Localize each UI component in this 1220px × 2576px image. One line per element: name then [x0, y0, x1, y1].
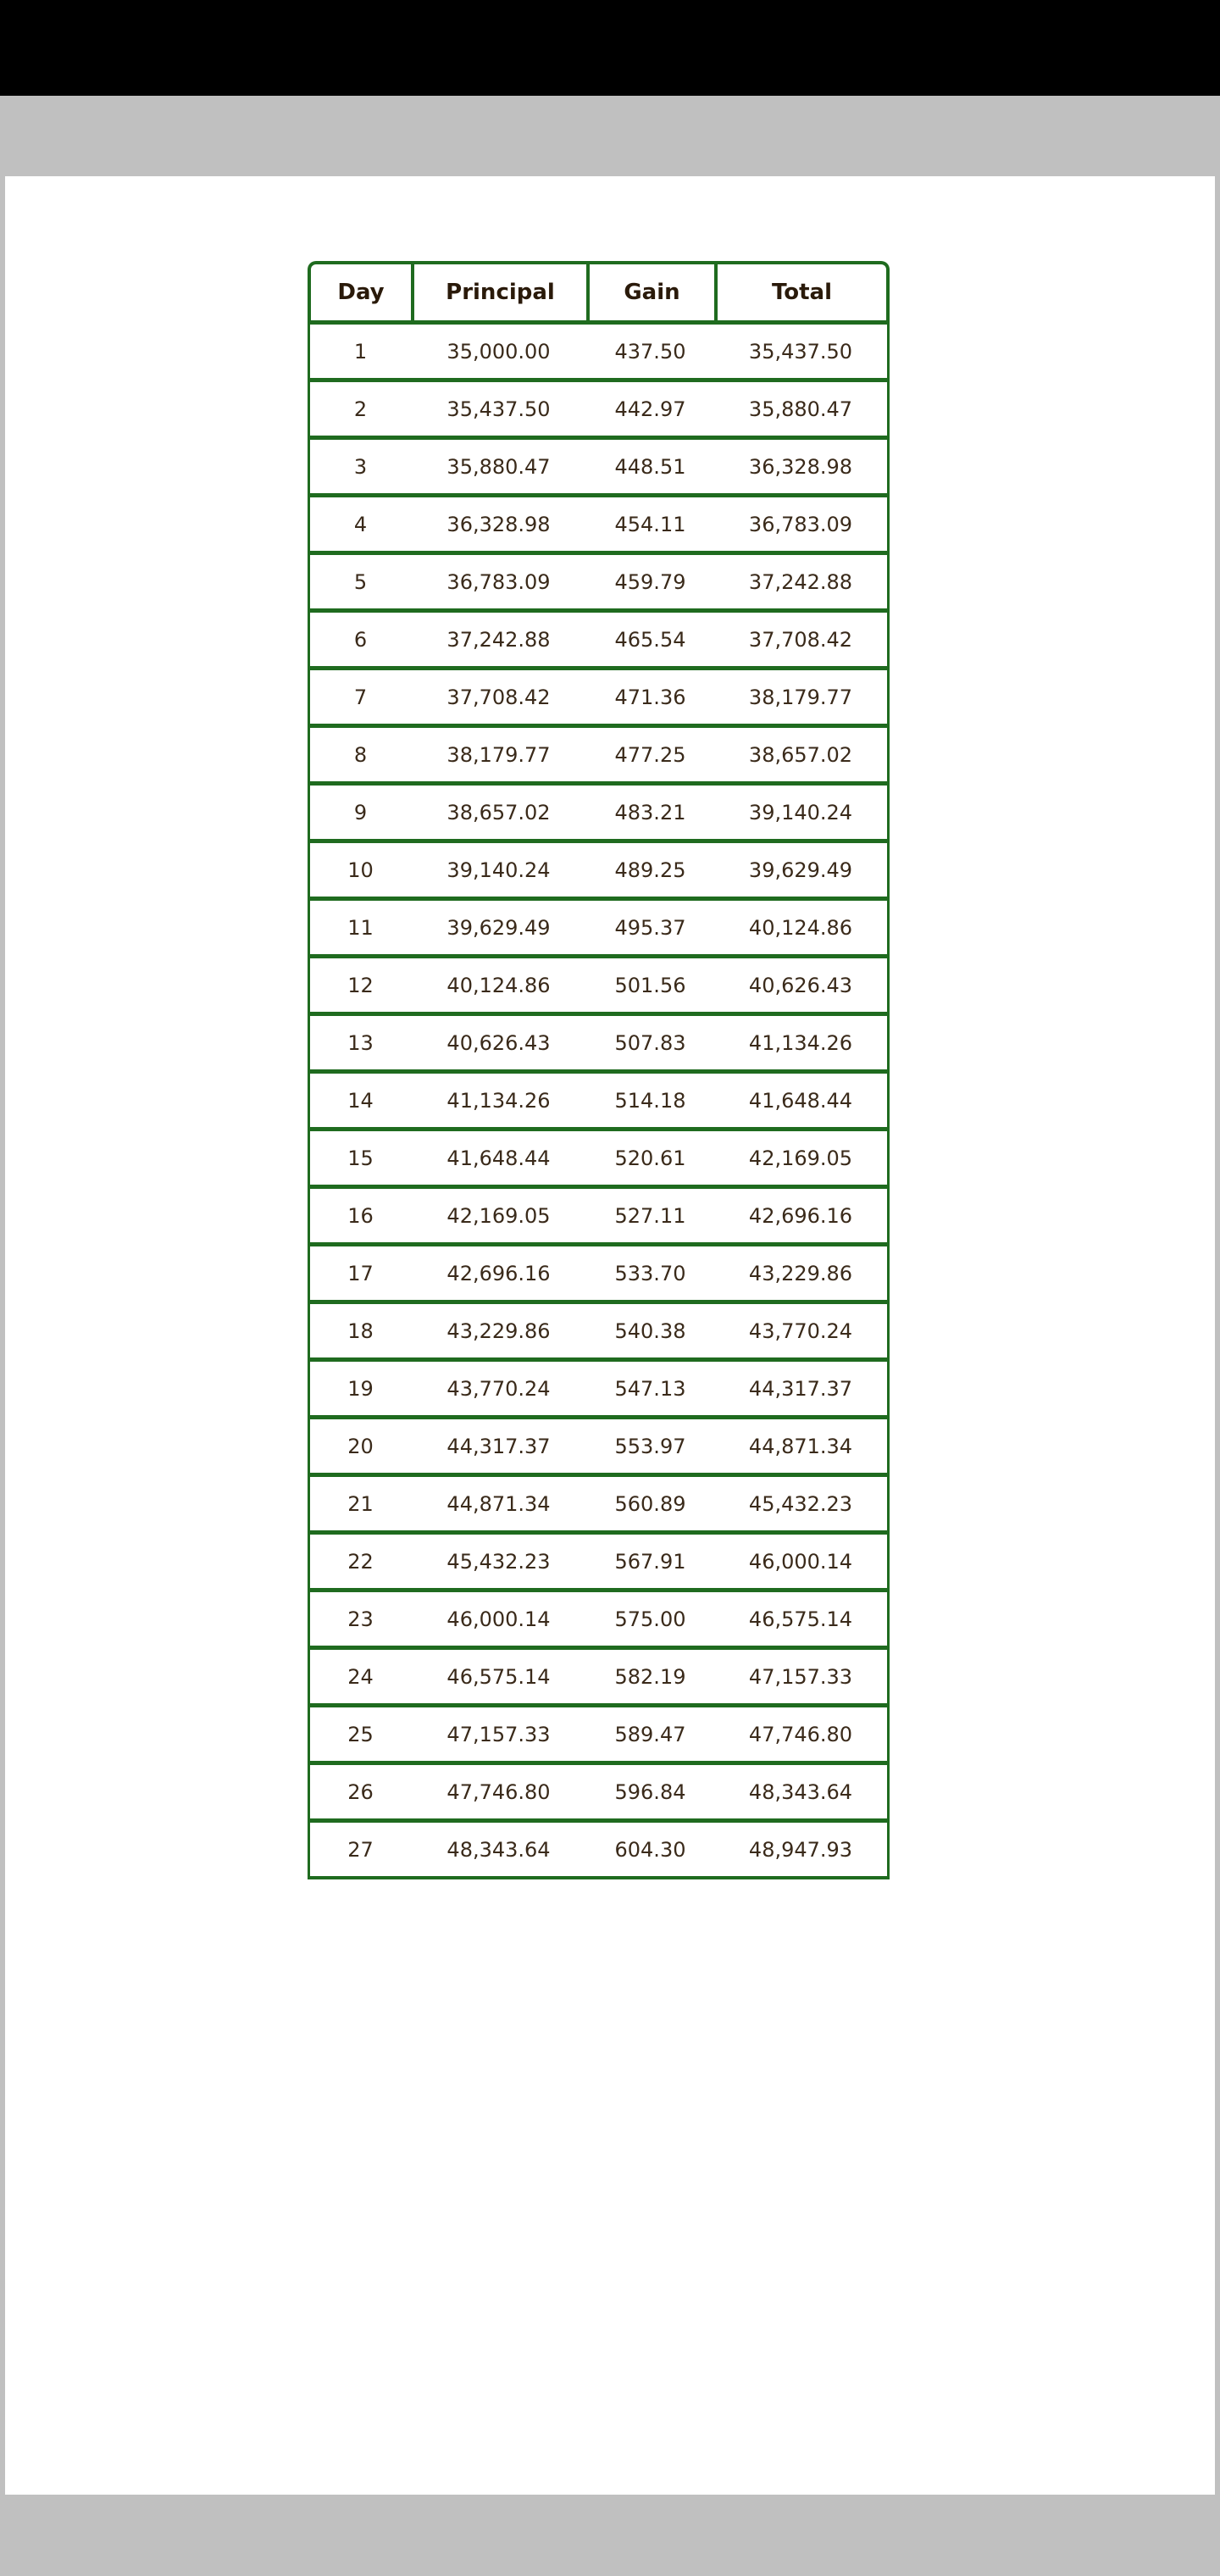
- cell-gain: 507.83: [586, 1016, 714, 1074]
- cell-gain: 567.91: [586, 1535, 714, 1592]
- cell-principal: 38,657.02: [411, 786, 586, 843]
- cell-principal: 39,140.24: [411, 843, 586, 901]
- table-row: [308, 1765, 890, 1823]
- cell-total: 39,140.24: [714, 786, 890, 843]
- cell-day: 19: [308, 1362, 411, 1419]
- cell-day: 22: [308, 1535, 411, 1592]
- table-row: [308, 728, 890, 786]
- cell-gain: 547.13: [586, 1362, 714, 1419]
- table-row: [308, 958, 890, 1016]
- cell-total: 41,134.26: [714, 1016, 890, 1074]
- cell-day: 4: [308, 497, 411, 555]
- cell-gain: 437.50: [586, 325, 714, 382]
- cell-gain: 483.21: [586, 786, 714, 843]
- cell-day: 23: [308, 1592, 411, 1650]
- cell-total: 48,947.93: [714, 1823, 890, 1879]
- cell-principal: 39,629.49: [411, 901, 586, 958]
- cell-principal: 36,783.09: [411, 555, 586, 613]
- cell-principal: 36,328.98: [411, 497, 586, 555]
- cell-gain: 454.11: [586, 497, 714, 555]
- cell-day: 9: [308, 786, 411, 843]
- cell-gain: 533.70: [586, 1246, 714, 1304]
- top-bar: [0, 0, 1220, 96]
- cell-day: 20: [308, 1419, 411, 1477]
- cell-gain: 459.79: [586, 555, 714, 613]
- cell-principal: 35,880.47: [411, 440, 586, 497]
- cell-total: 42,696.16: [714, 1189, 890, 1246]
- cell-day: 21: [308, 1477, 411, 1535]
- cell-principal: 37,242.88: [411, 613, 586, 670]
- table-row: [308, 1362, 890, 1419]
- table-row: [308, 1419, 890, 1477]
- table-row: [308, 843, 890, 901]
- cell-day: 17: [308, 1246, 411, 1304]
- table-row: [308, 1823, 890, 1879]
- table-row: [308, 1535, 890, 1592]
- cell-total: 40,124.86: [714, 901, 890, 958]
- cell-total: 36,783.09: [714, 497, 890, 555]
- cell-principal: 47,157.33: [411, 1707, 586, 1765]
- cell-principal: 41,648.44: [411, 1131, 586, 1189]
- table-row: [308, 497, 890, 555]
- table-row: [308, 382, 890, 440]
- cell-day: 18: [308, 1304, 411, 1362]
- cell-day: 11: [308, 901, 411, 958]
- table-row: [308, 1016, 890, 1074]
- cell-principal: 42,169.05: [411, 1189, 586, 1246]
- cell-total: 38,179.77: [714, 670, 890, 728]
- cell-principal: 40,124.86: [411, 958, 586, 1016]
- table-row: [308, 786, 890, 843]
- cell-total: 37,708.42: [714, 613, 890, 670]
- table-row: [308, 1707, 890, 1765]
- cell-total: 38,657.02: [714, 728, 890, 786]
- cell-principal: 43,770.24: [411, 1362, 586, 1419]
- table-row: [308, 1131, 890, 1189]
- cell-gain: 553.97: [586, 1419, 714, 1477]
- header-principal: Principal: [411, 261, 586, 325]
- cell-principal: 37,708.42: [411, 670, 586, 728]
- cell-principal: 42,696.16: [411, 1246, 586, 1304]
- table-row: [308, 440, 890, 497]
- cell-day: 27: [308, 1823, 411, 1879]
- cell-gain: 589.47: [586, 1707, 714, 1765]
- table-row: [308, 1074, 890, 1131]
- cell-total: 44,871.34: [714, 1419, 890, 1477]
- cell-gain: 495.37: [586, 901, 714, 958]
- cell-day: 16: [308, 1189, 411, 1246]
- cell-day: 6: [308, 613, 411, 670]
- cell-day: 1: [308, 325, 411, 382]
- cell-principal: 47,746.80: [411, 1765, 586, 1823]
- header-day: Day: [308, 261, 411, 325]
- cell-gain: 465.54: [586, 613, 714, 670]
- cell-total: 35,880.47: [714, 382, 890, 440]
- header-total: Total: [714, 261, 890, 325]
- cell-total: 41,648.44: [714, 1074, 890, 1131]
- cell-day: 8: [308, 728, 411, 786]
- header-row: [308, 261, 890, 325]
- cell-total: 45,432.23: [714, 1477, 890, 1535]
- cell-day: 5: [308, 555, 411, 613]
- cell-principal: 38,179.77: [411, 728, 586, 786]
- header-gain: Gain: [586, 261, 714, 325]
- cell-gain: 514.18: [586, 1074, 714, 1131]
- table-row: [308, 1592, 890, 1650]
- cell-gain: 442.97: [586, 382, 714, 440]
- cell-total: 46,575.14: [714, 1592, 890, 1650]
- cell-principal: 45,432.23: [411, 1535, 586, 1592]
- cell-principal: 44,317.37: [411, 1419, 586, 1477]
- cell-principal: 48,343.64: [411, 1823, 586, 1879]
- cell-principal: 35,000.00: [411, 325, 586, 382]
- table-body: [308, 325, 890, 1879]
- cell-total: 40,626.43: [714, 958, 890, 1016]
- cell-gain: 560.89: [586, 1477, 714, 1535]
- cell-principal: 41,134.26: [411, 1074, 586, 1131]
- table-row: [308, 1304, 890, 1362]
- cell-gain: 477.25: [586, 728, 714, 786]
- cell-gain: 575.00: [586, 1592, 714, 1650]
- cell-gain: 471.36: [586, 670, 714, 728]
- cell-gain: 582.19: [586, 1650, 714, 1707]
- cell-total: 47,157.33: [714, 1650, 890, 1707]
- cell-day: 26: [308, 1765, 411, 1823]
- cell-total: 44,317.37: [714, 1362, 890, 1419]
- cell-total: 46,000.14: [714, 1535, 890, 1592]
- cell-day: 7: [308, 670, 411, 728]
- cell-day: 10: [308, 843, 411, 901]
- cell-total: 35,437.50: [714, 325, 890, 382]
- cell-principal: 46,575.14: [411, 1650, 586, 1707]
- table-row: [308, 670, 890, 728]
- table-row: [308, 325, 890, 382]
- cell-gain: 596.84: [586, 1765, 714, 1823]
- gain-table: [308, 261, 890, 1879]
- table-row: [308, 901, 890, 958]
- cell-gain: 501.56: [586, 958, 714, 1016]
- cell-total: 43,229.86: [714, 1246, 890, 1304]
- cell-day: 2: [308, 382, 411, 440]
- gain-table-container: [308, 261, 890, 1879]
- cell-principal: 43,229.86: [411, 1304, 586, 1362]
- cell-principal: 40,626.43: [411, 1016, 586, 1074]
- cell-total: 43,770.24: [714, 1304, 890, 1362]
- cell-principal: 35,437.50: [411, 382, 586, 440]
- cell-day: 13: [308, 1016, 411, 1074]
- cell-gain: 527.11: [586, 1189, 714, 1246]
- cell-gain: 604.30: [586, 1823, 714, 1879]
- cell-day: 24: [308, 1650, 411, 1707]
- cell-total: 36,328.98: [714, 440, 890, 497]
- table-row: [308, 613, 890, 670]
- cell-day: 12: [308, 958, 411, 1016]
- table-row: [308, 1189, 890, 1246]
- cell-day: 14: [308, 1074, 411, 1131]
- cell-total: 47,746.80: [714, 1707, 890, 1765]
- cell-day: 3: [308, 440, 411, 497]
- cell-principal: 44,871.34: [411, 1477, 586, 1535]
- cell-gain: 489.25: [586, 843, 714, 901]
- cell-gain: 520.61: [586, 1131, 714, 1189]
- table-header: [308, 261, 890, 325]
- cell-principal: 46,000.14: [411, 1592, 586, 1650]
- table-row: [308, 1246, 890, 1304]
- cell-total: 39,629.49: [714, 843, 890, 901]
- cell-gain: 448.51: [586, 440, 714, 497]
- document-page: [5, 176, 1215, 2495]
- cell-day: 25: [308, 1707, 411, 1765]
- cell-total: 37,242.88: [714, 555, 890, 613]
- table-row: [308, 1477, 890, 1535]
- table-row: [308, 555, 890, 613]
- table-row: [308, 1650, 890, 1707]
- cell-gain: 540.38: [586, 1304, 714, 1362]
- cell-day: 15: [308, 1131, 411, 1189]
- cell-total: 42,169.05: [714, 1131, 890, 1189]
- cell-total: 48,343.64: [714, 1765, 890, 1823]
